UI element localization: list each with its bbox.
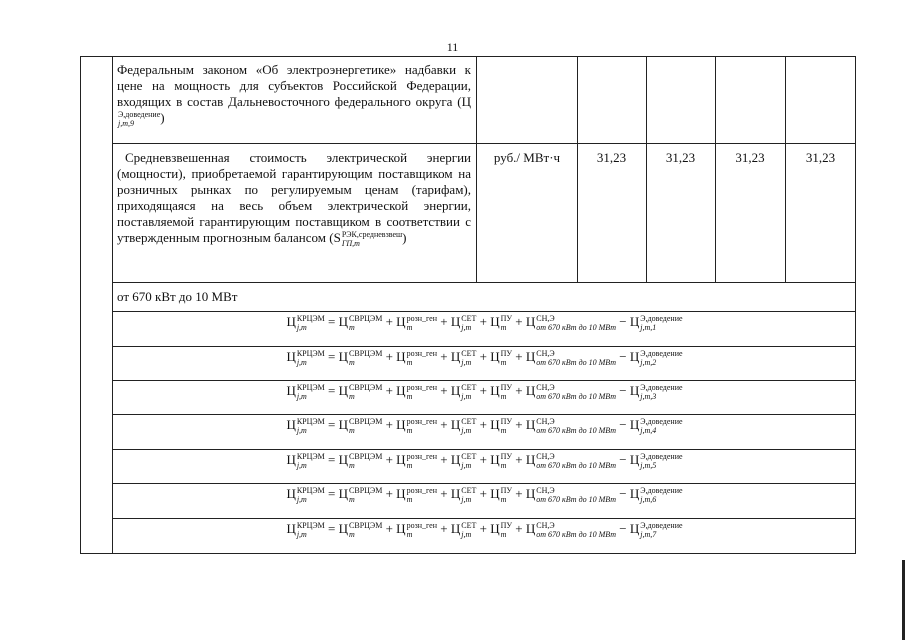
formula-row: Ц КРЦЭМ j,m = Ц СВРЦЭМ m + Ц розн_ген m + Ц СЕТ j,m + Ц ПУ m + Ц СН,Э от 670 кВт до 10 МВт − Ц Э,доведение j,m,5 (286, 452, 683, 471)
section-label: от 670 кВт до 10 МВт (117, 289, 238, 304)
formula-row: Ц КРЦЭМ j,m = Ц СВРЦЭМ m + Ц розн_ген m + Ц СЕТ j,m + Ц ПУ m + Ц СН,Э от 670 кВт до 10 МВт − Ц Э,доведение j,m,4 (286, 417, 683, 436)
formula-row: Ц КРЦЭМ j,m = Ц СВРЦЭМ m + Ц розн_ген m + Ц СЕТ j,m + Ц ПУ m + Ц СН,Э от 670 кВт до 10 МВт − Ц Э,доведение j,m,6 (286, 486, 683, 505)
row2-value-2: 31,23 (665, 150, 696, 165)
row2-value-4: 31,23 (805, 150, 836, 165)
formula-row: Ц КРЦЭМ j,m = Ц СВРЦЭМ m + Ц розн_ген m + Ц СЕТ j,m + Ц ПУ m + Ц СН,Э от 670 кВт до 10 МВт − Ц Э,доведение j,m,2 (286, 349, 683, 368)
row1-description: Федеральным законом «Об электроэнергетике» надбавки к цене на мощность для субъектов Российской Федерации, входящих в состав Дальневосточного федерального округа (Ц Э,доведение j,m,9 ) (117, 62, 471, 129)
table-frame (80, 56, 856, 554)
formula-row: Ц КРЦЭМ j,m = Ц СВРЦЭМ m + Ц розн_ген m + Ц СЕТ j,m + Ц ПУ m + Ц СН,Э от 670 кВт до 10 МВт − Ц Э,доведение j,m,1 (286, 314, 683, 333)
row2-value-3: 31,23 (735, 150, 765, 165)
row2-unit: руб./ МВт·ч (493, 150, 561, 165)
formula-row: Ц КРЦЭМ j,m = Ц СВРЦЭМ m + Ц розн_ген m + Ц СЕТ j,m + Ц ПУ m + Ц СН,Э от 670 кВт до 10 МВт − Ц Э,доведение j,m,3 (286, 383, 683, 402)
row2-description: Средневзвешенная стоимость электрической энергии (мощности), приобретаемой гарантирующим поставщиком на розничных рынках по регулируемым ценам (тарифам), приходящаяся на весь объем электрической энергии, поставляемой гарантирующим поставщиком в соответствии с утвержденным прогнозным балансом (S РЭК,средневзвеш ГП,m ) (117, 150, 471, 249)
page-number: 11 (446, 40, 459, 54)
formula-row: Ц КРЦЭМ j,m = Ц СВРЦЭМ m + Ц розн_ген m + Ц СЕТ j,m + Ц ПУ m + Ц СН,Э от 670 кВт до 10 МВт − Ц Э,доведение j,m,7 (286, 521, 683, 540)
row2-value-1: 31,23 (596, 150, 627, 165)
